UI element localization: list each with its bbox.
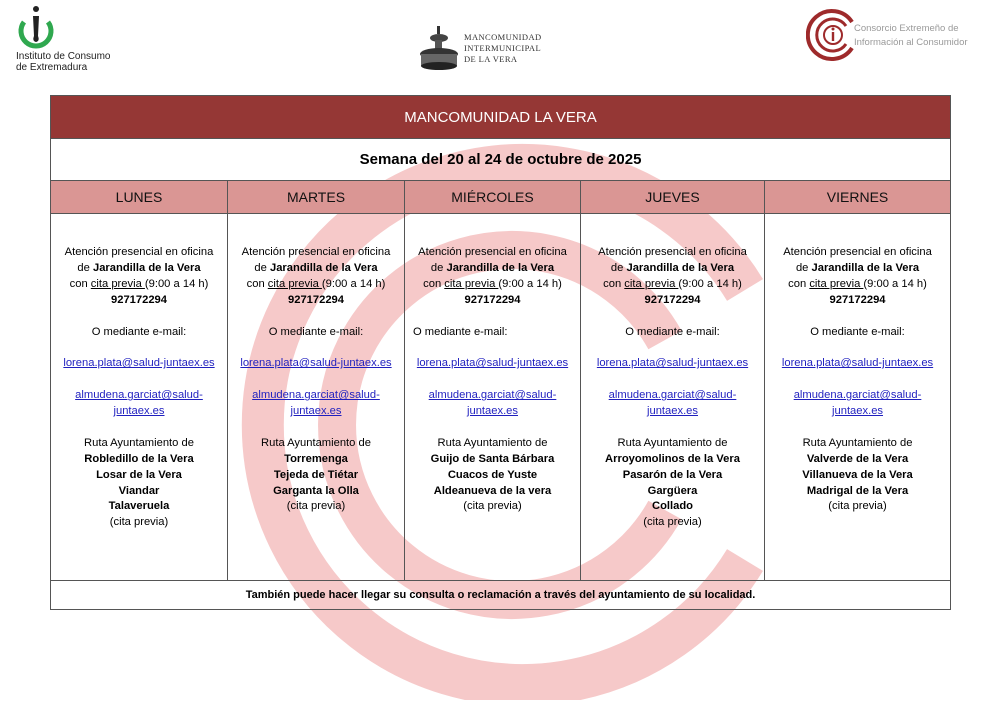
office-line: Atención presencial en oficina [783, 246, 932, 258]
appointment-hours: (9:00 a 14 h) [678, 277, 742, 290]
route-place: Pasarón de la Vera [622, 468, 723, 481]
route-intro: Ruta Ayuntamiento de [437, 436, 548, 449]
route-places [405, 452, 580, 500]
email-part: juntaex.es [467, 405, 518, 418]
office-prefix: de [430, 261, 447, 274]
footer-note: También puede hacer llegar su consulta o reclamación a través del ayuntamiento de su localidad. [51, 581, 951, 610]
logo-consorcio [806, 8, 996, 62]
route-intro: Ruta Ayuntamiento de [802, 436, 913, 449]
day-cell [765, 214, 951, 581]
appointment-prefix: con [788, 277, 810, 290]
route-place: Losar de la Vera [96, 468, 182, 481]
office-place: Jarandilla de la Vera [446, 261, 555, 274]
office-prefix: de [77, 261, 93, 274]
email-part: almudena.garciat@salud- [75, 389, 203, 402]
email-link-lorena[interactable]: lorena.plata@salud-juntaex.es [416, 357, 569, 370]
phone-number: 927172294 [829, 293, 886, 306]
appointment-hours: (9:00 a 14 h) [144, 277, 209, 290]
logo-left-line1: Instituto de Consumo [16, 51, 111, 62]
route-note: (cita previa) [286, 500, 346, 513]
phone-number: 927172294 [464, 293, 521, 306]
appointment-prefix: con [246, 277, 268, 290]
office-line: Atención presencial en oficina [64, 246, 214, 258]
office-prefix: de [254, 261, 270, 274]
schedule-table [50, 95, 951, 610]
office-prefix: de [795, 261, 812, 274]
schedule-body-row [51, 214, 951, 581]
email-link-almudena[interactable] [75, 389, 203, 417]
route-intro: Ruta Ayuntamiento de [617, 436, 728, 449]
route-place: Torremenga [284, 452, 348, 465]
route-place: Madrigal de la Vera [806, 484, 909, 497]
route-place: Gargüera [647, 484, 698, 497]
route-note: (cita previa) [828, 500, 887, 513]
route-place: Valverde de la Vera [806, 452, 909, 465]
email-link-almudena[interactable] [429, 389, 557, 417]
office-place-line [405, 261, 580, 277]
route-places [228, 452, 404, 500]
route-note: (cita previa) [463, 500, 522, 513]
email-link-almudena[interactable] [609, 389, 737, 417]
appointment-line [405, 277, 580, 293]
office-place-line [765, 261, 950, 277]
office-place-line [51, 261, 227, 277]
logo-instituto-consumo [14, 4, 144, 76]
route-place: Collado [651, 500, 694, 513]
email-link-almudena[interactable] [252, 389, 380, 417]
route-place: Arroyomolinos de la Vera [605, 452, 740, 465]
cita-previa-link[interactable]: cita previa [90, 277, 145, 290]
office-place-line [228, 261, 404, 277]
email-part: juntaex.es [290, 405, 342, 418]
logo-center-line3: DE LA VERA [464, 54, 518, 64]
appointment-hours: (9:00 a 14 h) [863, 277, 927, 290]
logo-left-line2: de Extremadura [16, 62, 88, 73]
email-link-almudena[interactable] [794, 389, 922, 417]
email-part: almudena.garciat@salud- [608, 389, 737, 402]
office-place: Jarandilla de la Vera [811, 261, 920, 274]
logo-center-line2: INTERMUNICIPAL [464, 43, 542, 53]
day-header: MARTES [228, 181, 405, 214]
email-part: almudena.garciat@salud- [793, 389, 922, 402]
cita-previa-link[interactable]: cita previa [809, 277, 864, 290]
phone-number: 927172294 [111, 293, 167, 306]
cita-previa-link[interactable]: cita previa [444, 277, 499, 290]
office-place: Jarandilla de la Vera [92, 261, 201, 274]
day-header: JUEVES [581, 181, 765, 214]
office-place-line [581, 261, 764, 277]
route-place: Viandar [118, 484, 160, 497]
title-row [51, 96, 951, 139]
route-place: Cuacos de Yuste [447, 468, 538, 481]
info-i-icon [16, 4, 56, 50]
cita-previa-link[interactable]: cita previa [267, 277, 322, 290]
table-title: MANCOMUNIDAD LA VERA [51, 96, 951, 139]
appointment-prefix: con [69, 277, 91, 290]
email-part: juntaex.es [832, 405, 884, 418]
office-place: Jarandilla de la Vera [269, 261, 378, 274]
day-cell [405, 214, 581, 581]
email-part: almudena.garciat@salud- [252, 389, 380, 402]
day-cell [228, 214, 405, 581]
appointment-prefix: con [423, 277, 445, 290]
week-label: Semana del 20 al 24 de octubre de 2025 [51, 139, 951, 181]
appointment-hours: (9:00 a 14 h) [498, 277, 562, 290]
day-header: LUNES [51, 181, 228, 214]
office-prefix: de [610, 261, 627, 274]
day-cell [581, 214, 765, 581]
info-circle-icon [806, 8, 860, 62]
route-place: Guijo de Santa Bárbara [430, 452, 555, 465]
route-place: Aldeanueva de la vera [433, 484, 552, 497]
logo-right-line1: Consorcio Extremeño de [854, 23, 959, 34]
office-line: Atención presencial en oficina [241, 246, 391, 258]
route-intro: Ruta Ayuntamiento de [84, 436, 194, 449]
appointment-line [765, 277, 950, 293]
email-link-lorena[interactable]: lorena.plata@salud-juntaex.es [63, 357, 215, 370]
day-header: MIÉRCOLES [405, 181, 581, 214]
email-intro: O mediante e-mail: [625, 325, 720, 338]
fountain-icon [418, 24, 460, 72]
route-place: Garganta la Olla [273, 484, 359, 497]
route-places [765, 452, 950, 500]
email-link-lorena[interactable]: lorena.plata@salud-juntaex.es [781, 357, 934, 370]
email-link-lorena[interactable]: lorena.plata@salud-juntaex.es [240, 357, 392, 370]
route-place: Tejeda de Tiétar [273, 468, 359, 481]
appointment-prefix: con [603, 277, 625, 290]
email-part: juntaex.es [647, 405, 698, 418]
phone-number: 927172294 [644, 293, 701, 306]
route-places [51, 452, 227, 516]
cita-previa-link[interactable]: cita previa [624, 277, 679, 290]
email-part: juntaex.es [113, 405, 165, 418]
logo-right-text [854, 22, 968, 50]
email-intro: O mediante e-mail: [413, 325, 508, 338]
week-row [51, 139, 951, 181]
route-note: (cita previa) [643, 516, 702, 529]
logo-center-line1: MANCOMUNIDAD [464, 32, 542, 42]
route-place: Villanueva de la Vera [802, 468, 913, 481]
office-place: Jarandilla de la Vera [626, 261, 735, 274]
route-note: (cita previa) [109, 516, 169, 529]
logo-center-text [464, 32, 542, 65]
email-intro: O mediante e-mail: [268, 325, 364, 338]
phone-number: 927172294 [288, 293, 344, 306]
appointment-line [581, 277, 764, 293]
day-cell [51, 214, 228, 581]
route-intro: Ruta Ayuntamiento de [261, 436, 371, 449]
route-places [581, 452, 764, 516]
logo-right-line2: Información al Consumidor [854, 37, 968, 48]
appointment-line [51, 277, 227, 293]
email-intro: O mediante e-mail: [810, 325, 905, 338]
office-line: Atención presencial en oficina [598, 246, 747, 258]
appointment-hours: (9:00 a 14 h) [321, 277, 386, 290]
route-place: Robledillo de la Vera [84, 452, 194, 465]
appointment-line [228, 277, 404, 293]
days-header-row [51, 181, 951, 214]
logo-mancomunidad [418, 22, 568, 72]
email-intro: O mediante e-mail: [91, 325, 187, 338]
footer-row [51, 581, 951, 610]
day-header: VIERNES [765, 181, 951, 214]
route-place: Talaveruela [108, 500, 170, 513]
office-line: Atención presencial en oficina [418, 246, 567, 258]
email-part: almudena.garciat@salud- [428, 389, 557, 402]
email-link-lorena[interactable]: lorena.plata@salud-juntaex.es [596, 357, 749, 370]
